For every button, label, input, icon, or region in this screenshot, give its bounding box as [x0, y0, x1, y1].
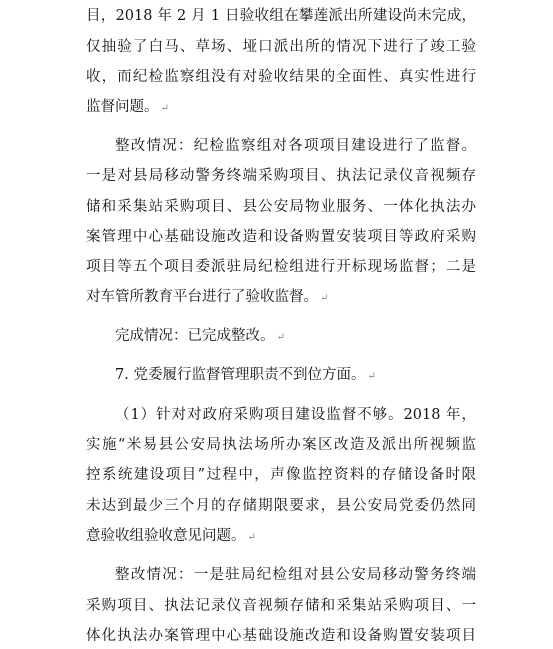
paragraph-mark-icon: ↵: [247, 532, 256, 543]
text-line: 未达到最少三个月的存储期限要求，县公安局党委仍然同: [86, 498, 476, 514]
text-line: 仅抽验了白马、草场、垭口派出所的情况下进行了竣工验: [86, 39, 476, 55]
text-line: 完成情况：已完成整改。 ↵: [115, 328, 285, 344]
paragraph-mark-icon: ↵: [367, 371, 376, 382]
text-line: 一是对县局移动警务终端采购项目、执法记录仪音视频存: [86, 168, 476, 184]
paragraph-mark-icon: ↵: [160, 103, 169, 114]
text-line: 控系统建设项目”过程中，声像监控资料的存储设备时限: [86, 467, 476, 483]
text-line: （1）针对对政府采购项目建设监督不够。2018 年，: [115, 407, 476, 423]
section-heading: 7. 党委履行监督管理职责不到位方面。 ↵: [115, 367, 376, 383]
paragraph-mark-icon: ↵: [320, 293, 329, 304]
text-line: 整改情况：一是驻局纪检组对县公安局移动警务终端: [115, 567, 476, 583]
text-line: 收，而纪检监察组没有对验收结果的全面性、真实性进行: [86, 69, 476, 85]
text-line: 意验收组验收意见问题。 ↵: [86, 528, 256, 544]
text-line: 项目等五个项目委派驻局纪检组进行开标现场监督；二是: [86, 259, 476, 275]
text-line: 目，2018 年 2 月 1 日验收组在攀莲派出所建设尚未完成，: [86, 8, 476, 24]
paragraph-mark-icon: ↵: [276, 332, 285, 343]
text-line: 整改情况：纪检监察组对各项项目建设进行了监督。: [115, 138, 476, 154]
text-line: 监督问题。 ↵: [86, 99, 169, 115]
text-line: 对车管所教育平台进行了验收监督。 ↵: [86, 289, 329, 305]
text-line: 实施“米易县公安局执法场所办案区改造及派出所视频监: [86, 437, 476, 453]
text-line: 采购项目、执法记录仪音视频存储和采集站采购项目、一: [86, 598, 476, 614]
text-line: 体化执法办案管理中心基础设施改造和设备购置安装项目: [86, 628, 476, 644]
text-line: 案管理中心基础设施改造和设备购置安装项目等政府采购: [86, 229, 476, 245]
text-line: 储和采集站采购项目、县公安局物业服务、一体化执法办: [86, 199, 476, 215]
